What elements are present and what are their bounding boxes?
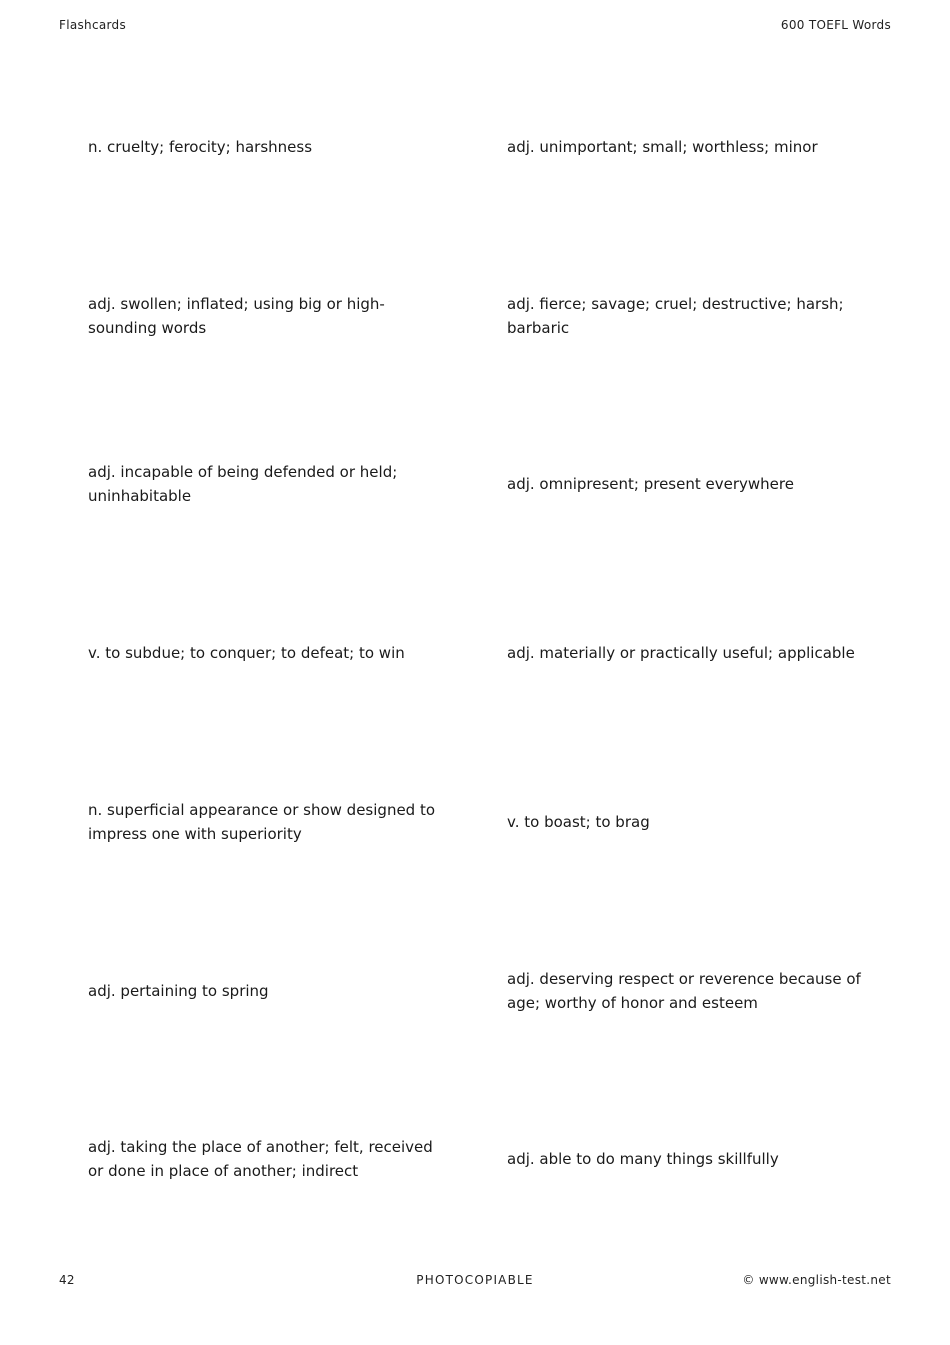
flashcard-definition — [507, 568, 867, 737]
definition-text: adj. unimportant; small; worthless; minor — [507, 137, 818, 156]
definition-text: n. cruelty; ferocity; harshness — [88, 137, 313, 156]
definition-text: adj. materially or practically useful; applicable — [507, 643, 855, 662]
definition-text: adj. deserving respect or reverence because of age; worthy of honor and esteem — [507, 969, 861, 1012]
flashcard-definition — [507, 231, 867, 400]
definition-text: v. to boast; to brag — [507, 812, 650, 831]
definition-text: adj. able to do many things skillfully — [507, 1149, 779, 1168]
flashcard-definition — [88, 906, 448, 1075]
flashcard-definition — [507, 399, 867, 568]
definition-text: adj. incapable of being defended or held; uninhabitable — [88, 462, 398, 505]
header-book-title: 600 TOEFL Words — [780, 18, 891, 32]
photocopiable-label: PHOTOCOPIABLE — [416, 1273, 534, 1287]
flashcard-grid — [0, 62, 950, 1242]
flashcard-definition — [507, 906, 867, 1075]
copyright-text: © www.english-test.net — [742, 1273, 891, 1287]
flashcard-definition — [88, 399, 448, 568]
flashcard-definition — [507, 1074, 867, 1243]
flashcard-definition — [88, 231, 448, 400]
definition-text: adj. fierce; savage; cruel; destructive; harsh; barbaric — [507, 294, 844, 337]
flashcard-definition — [88, 568, 448, 737]
definition-text: n. superficial appearance or show designed to impress one with superiority — [88, 800, 436, 843]
flashcard-definition — [88, 737, 448, 906]
definition-text: adj. omnipresent; present everywhere — [507, 474, 794, 493]
definition-text: adj. pertaining to spring — [88, 981, 269, 1000]
definition-text: adj. swollen; inflated; using big or high-sounding words — [88, 294, 385, 337]
header-title: Flashcards — [59, 18, 126, 32]
page-number: 42 — [59, 1273, 75, 1287]
definition-text: adj. taking the place of another; felt, received or done in place of another; indirect — [88, 1137, 433, 1180]
flashcard-definition — [88, 62, 448, 231]
flashcard-definition — [88, 1074, 448, 1243]
definition-text: v. to subdue; to conquer; to defeat; to win — [88, 643, 405, 662]
flashcard-definition — [507, 737, 867, 906]
flashcard-definition — [507, 62, 867, 231]
